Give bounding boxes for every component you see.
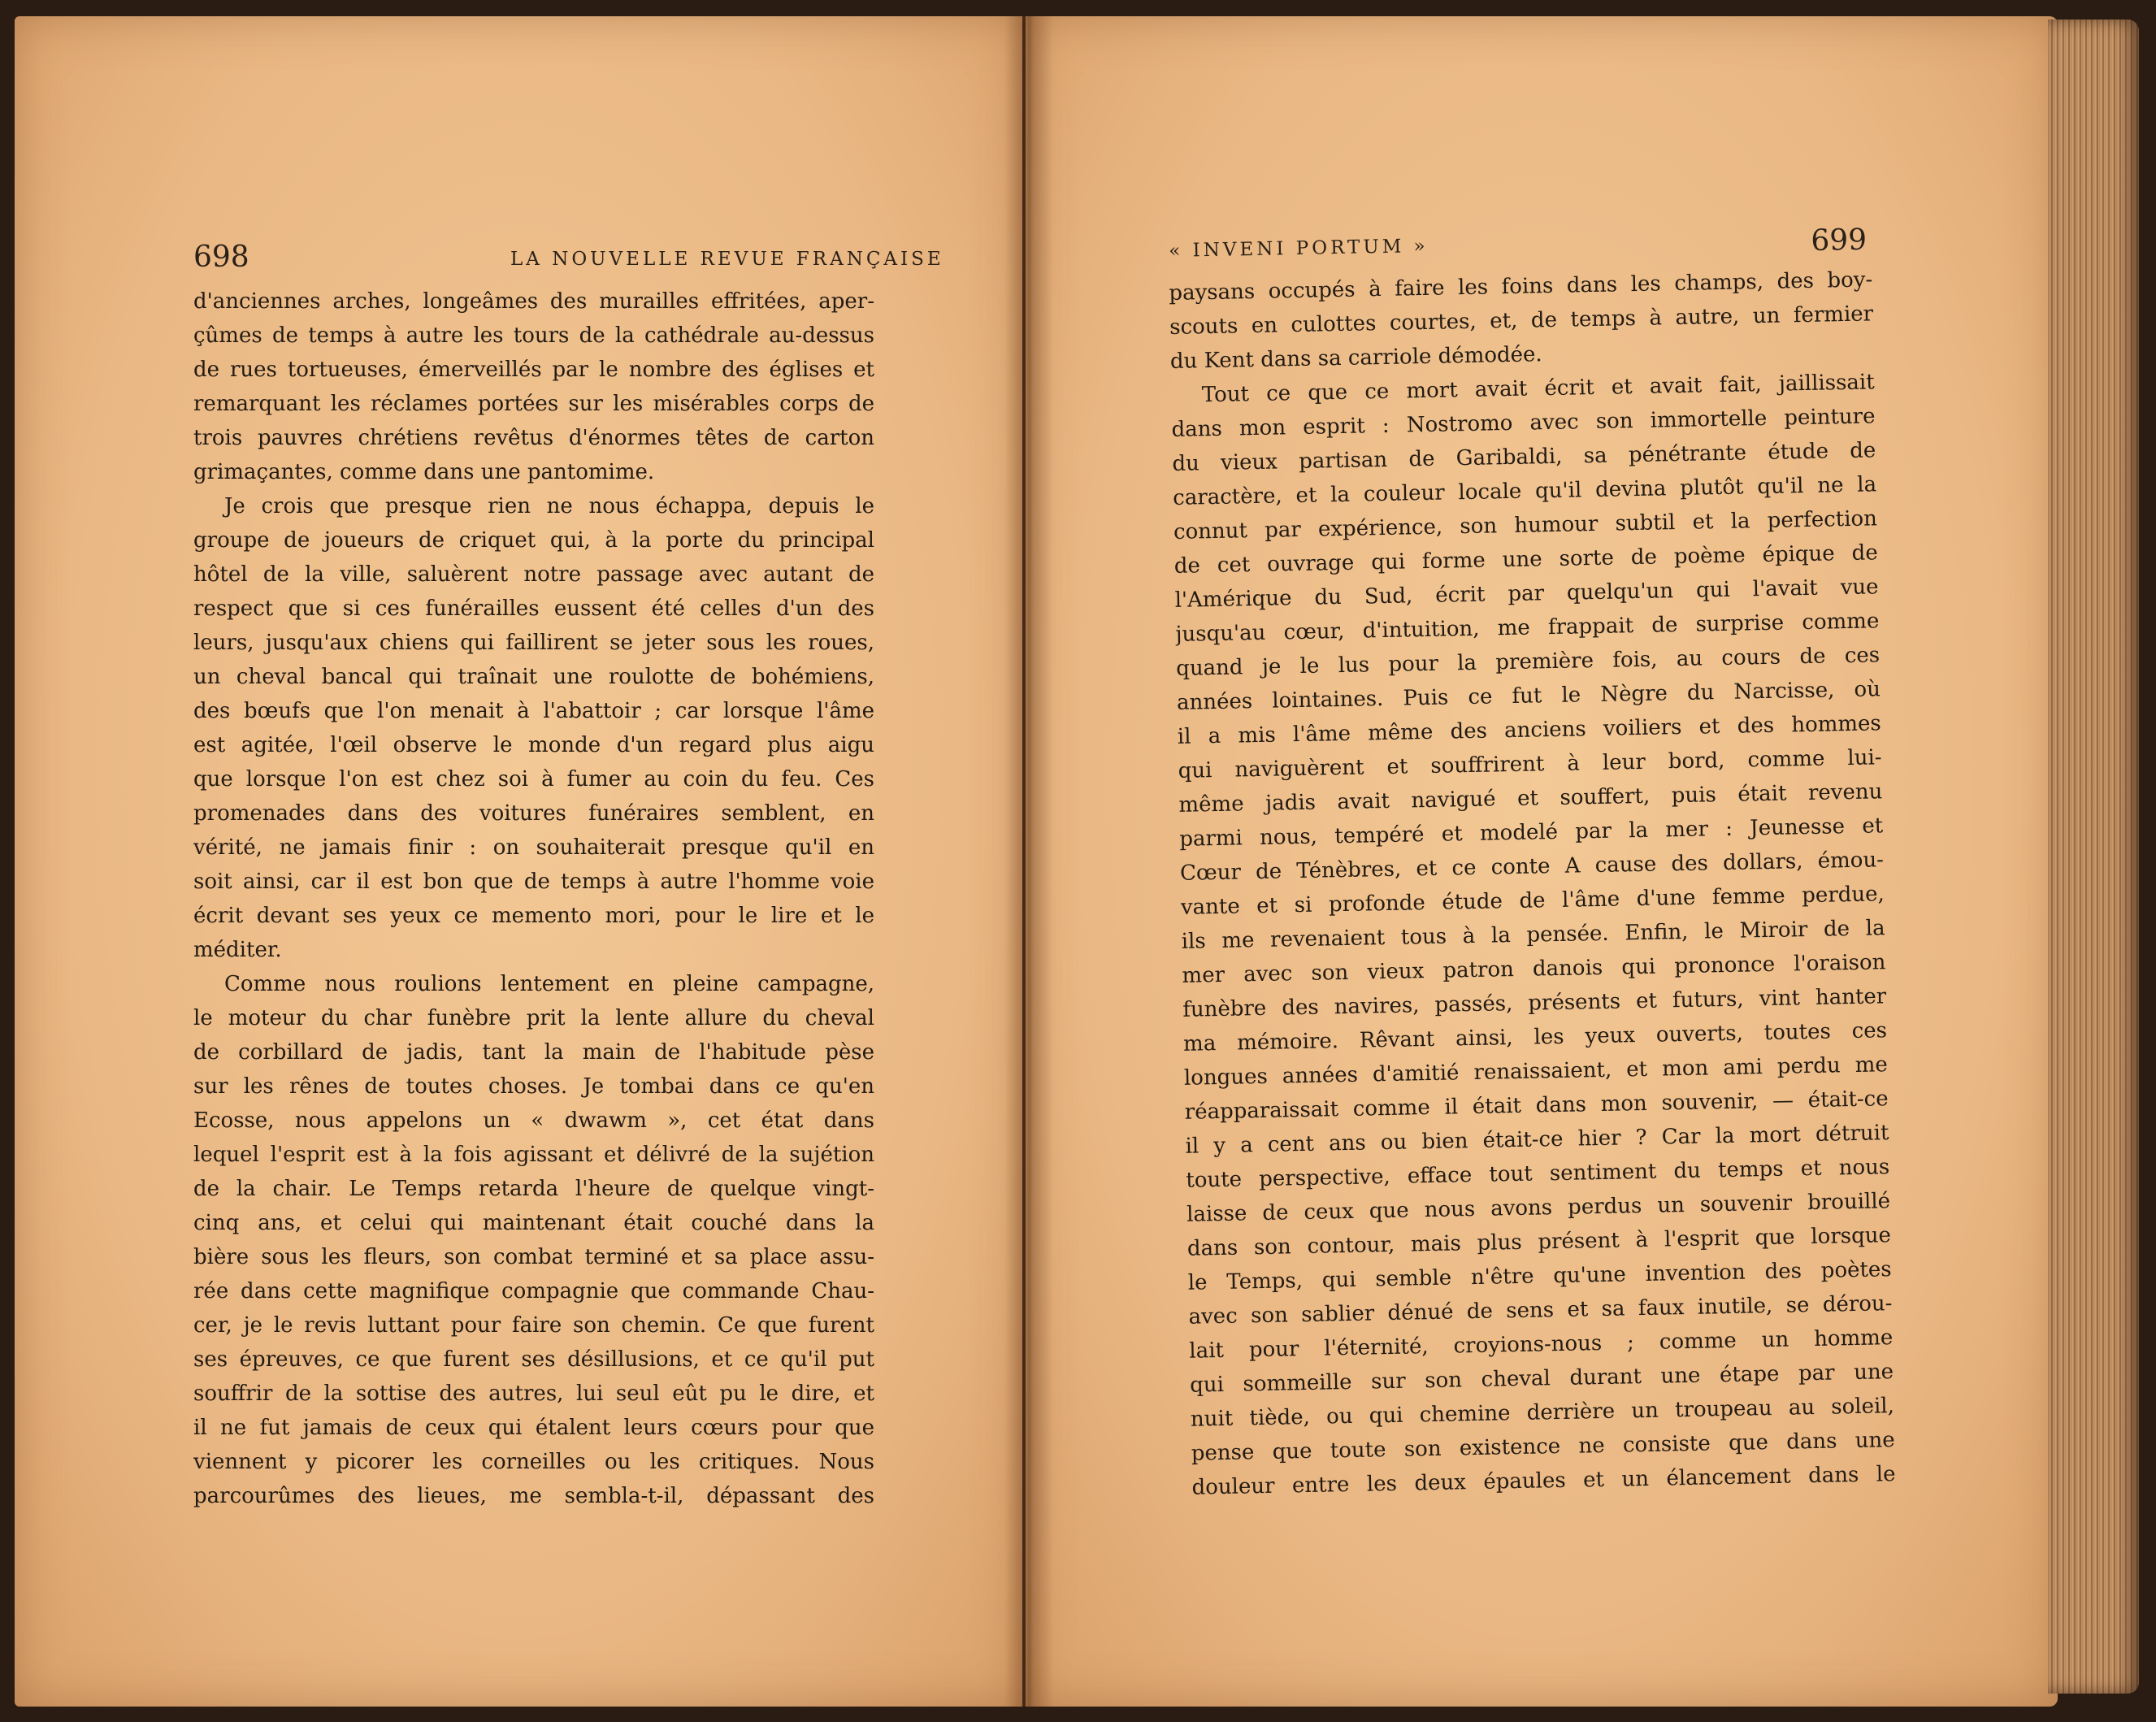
text-line: un cheval bancal qui traînait une roulotte de bohémiens,: [193, 665, 874, 689]
text-line: laisse de ceux que nous avons perdus un souvenir brouillé: [1186, 1189, 1891, 1227]
text-line: du vieux partisan de Garibaldi, sa pénétrante étude de: [1172, 438, 1876, 476]
text-line: funèbre des navires, passés, présents et futurs, vint hanter: [1182, 984, 1887, 1022]
text-line: cer, je le revis luttant pour faire son chemin. Ce que furent: [193, 1313, 874, 1338]
left-page-number: 698: [193, 241, 249, 274]
text-line: l'Amérique du Sud, écrit par quelqu'un qui l'avait vue: [1174, 575, 1879, 613]
text-line: le moteur du char funèbre prit la lente allure du cheval: [193, 1006, 874, 1030]
text-line: de cet ouvrage qui forme une sorte de poème épique de: [1173, 540, 1878, 579]
text-line: cinq ans, et celui qui maintenant était couché dans la: [193, 1211, 874, 1235]
text-line: vante et si profonde étude de l'âme d'une femme perdue,: [1180, 882, 1885, 920]
text-line: connut par expérience, son humour subtil et la perfection: [1173, 506, 1878, 544]
text-line: çûmes de temps à autre les tours de la cathédrale au-dessus: [193, 323, 874, 348]
left-text-block: [193, 284, 874, 1513]
text-line: hôtel de la ville, saluèrent notre passage avec autant de: [193, 562, 874, 587]
text-line: de rues tortueuses, émerveillés par le nombre des églises et: [193, 358, 874, 382]
page-edges: [2048, 20, 2139, 1694]
text-line: écrit devant ses yeux ce memento mori, pour le lire et le: [193, 904, 874, 928]
text-line: lait pour l'éternité, croyions-nous ; comme un homme: [1189, 1325, 1894, 1364]
book-gutter: [1004, 16, 1053, 1707]
text-line: mer avec son vieux patron danois qui prononce l'oraison: [1182, 950, 1886, 988]
text-line: avec son sablier dénué de sens et sa faux inutile, se dérou-: [1188, 1291, 1893, 1329]
text-line: d'anciennes arches, longeâmes des murailles effritées, aper-: [193, 289, 874, 314]
text-line: du Kent dans sa carriole démodée.: [1169, 342, 1542, 374]
text-line: grimaçantes, comme dans une pantomime.: [193, 460, 655, 484]
right-page-number: 699: [1811, 223, 1868, 258]
text-line: groupe de joueurs de criquet qui, à la porte du principal: [193, 528, 874, 553]
text-line: respect que si ces funérailles eussent été celles d'un des: [193, 596, 874, 621]
text-line: douleur entre les deux épaules et un élancement dans le: [1191, 1462, 1896, 1500]
text-line: ses épreuves, ce que furent ses désillusions, et ce qu'il put: [193, 1347, 874, 1372]
text-line: Je crois que presque rien ne nous échappa, depuis le: [224, 494, 874, 518]
left-running-title: LA NOUVELLE REVUE FRANÇAISE: [510, 249, 944, 270]
text-line: quand je le lus pour la première fois, au cours de ces: [1175, 643, 1881, 681]
text-line: toute perspective, efface tout sentiment du temps et nous: [1186, 1155, 1890, 1193]
text-line: de corbillard de jadis, tant la main de l'habitude pèse: [193, 1040, 874, 1065]
text-line: qui naviguèrent et souffrirent à leur bord, comme lui-: [1178, 745, 1882, 783]
text-line: dans mon esprit : Nostromo avec son immortelle peinture: [1171, 404, 1876, 442]
text-line: qui sommeille sur son cheval durant une étape par une: [1189, 1360, 1894, 1398]
text-line: promenades dans des voitures funéraires semblent, en: [193, 801, 874, 826]
text-line: parmi nous, tempéré et modelé par la mer : Jeunesse et: [1179, 813, 1884, 852]
text-line: bière sous les fleurs, son combat terminé et sa place assu-: [193, 1245, 874, 1269]
text-line: le Temps, qui semble n'être qu'une invention des poètes: [1187, 1257, 1892, 1295]
text-line: des bœufs que l'on menait à l'abattoir ; car lorsque l'âme: [193, 699, 874, 723]
text-line: parcourûmes des lieues, me sembla-t-il, dépassant des: [193, 1484, 874, 1508]
text-line: que lorsque l'on est chez soi à fumer au coin du feu. Ces: [193, 767, 874, 792]
text-line: vérité, ne jamais finir : on souhaiterait presque qu'il en: [193, 835, 874, 860]
text-line: Ecosse, nous appelons un « dwawm », cet état dans: [193, 1108, 874, 1133]
text-line: sur les rênes de toutes choses. Je tombai dans ce qu'en: [193, 1074, 874, 1099]
text-line: années lointaines. Puis ce fut le Nègre du Narcisse, où: [1176, 677, 1881, 715]
text-line: de la chair. Le Temps retarda l'heure de quelque vingt-: [193, 1177, 874, 1201]
text-line: scouts en culottes courtes, et, de temps à autre, un fermier: [1169, 301, 1874, 340]
text-line: leurs, jusqu'aux chiens qui faillirent se jeter sous les roues,: [193, 631, 874, 655]
text-line: rée dans cette magnifique compagnie que commande Chau-: [193, 1279, 874, 1303]
text-line: caractère, et la couleur locale qu'il devina plutôt qu'il ne la: [1172, 472, 1877, 510]
text-line: viennent y picorer les corneilles ou les critiques. Nous: [193, 1450, 874, 1474]
text-line: paysans occupés à faire les foins dans les champs, des boy-: [1169, 267, 1873, 306]
text-line: remarquant les réclames portées sur les misérables corps de: [193, 392, 874, 416]
text-line: dans son contour, mais plus présent à l'esprit que lorsque: [1186, 1223, 1892, 1261]
text-line: Tout ce que ce mort avait écrit et avait fait, jaillissait: [1201, 370, 1875, 408]
text-line: Comme nous roulions lentement en pleine campagne,: [224, 972, 874, 996]
text-line: réapparaissait comme il était dans mon souvenir, — était-ce: [1184, 1087, 1889, 1125]
text-line: soit ainsi, car il est bon que de temps à autre l'homme voie: [193, 870, 874, 894]
text-line: il a mis l'âme même des anciens voiliers et des hommes: [1177, 711, 1882, 749]
right-text-block: [1169, 262, 1896, 1504]
text-line: est agitée, l'œil observe le monde d'un regard plus aigu: [193, 733, 874, 757]
text-line: ma mémoire. Rêvant ainsi, les yeux ouverts, toutes ces: [1182, 1018, 1888, 1056]
text-line: Cœur de Ténèbres, et ce conte A cause des dollars, émou-: [1179, 848, 1885, 886]
text-line: trois pauvres chrétiens revêtus d'énormes têtes de carton: [193, 426, 874, 450]
text-line: même jadis avait navigué et souffert, puis était revenu: [1178, 779, 1883, 818]
text-line: longues années d'amitié renaissaient, et mon ami perdu me: [1183, 1052, 1889, 1091]
text-line: nuit tiède, ou qui chemine derrière un troupeau au soleil,: [1190, 1394, 1895, 1432]
text-line: pense que toute son existence ne consiste que dans une: [1191, 1428, 1895, 1466]
text-line: ils me revenaient tous à la pensée. Enfin, le Miroir de la: [1181, 916, 1885, 954]
text-line: jusqu'au cœur, d'intuition, me frappait de surprise comme: [1175, 609, 1880, 647]
right-running-title: « INVENI PORTUM »: [1169, 235, 1429, 262]
text-line: il ne fut jamais de ceux qui étalent leurs cœurs pour que: [193, 1416, 874, 1440]
text-line: lequel l'esprit est à la fois agissant et délivré de la sujétion: [193, 1143, 874, 1167]
text-line: souffrir de la sottise des autres, lui seul eût pu le dire, et: [193, 1382, 874, 1406]
text-line: il y a cent ans ou bien était-ce hier ? Car la mort détruit: [1185, 1121, 1889, 1159]
text-line: méditer.: [193, 938, 282, 962]
